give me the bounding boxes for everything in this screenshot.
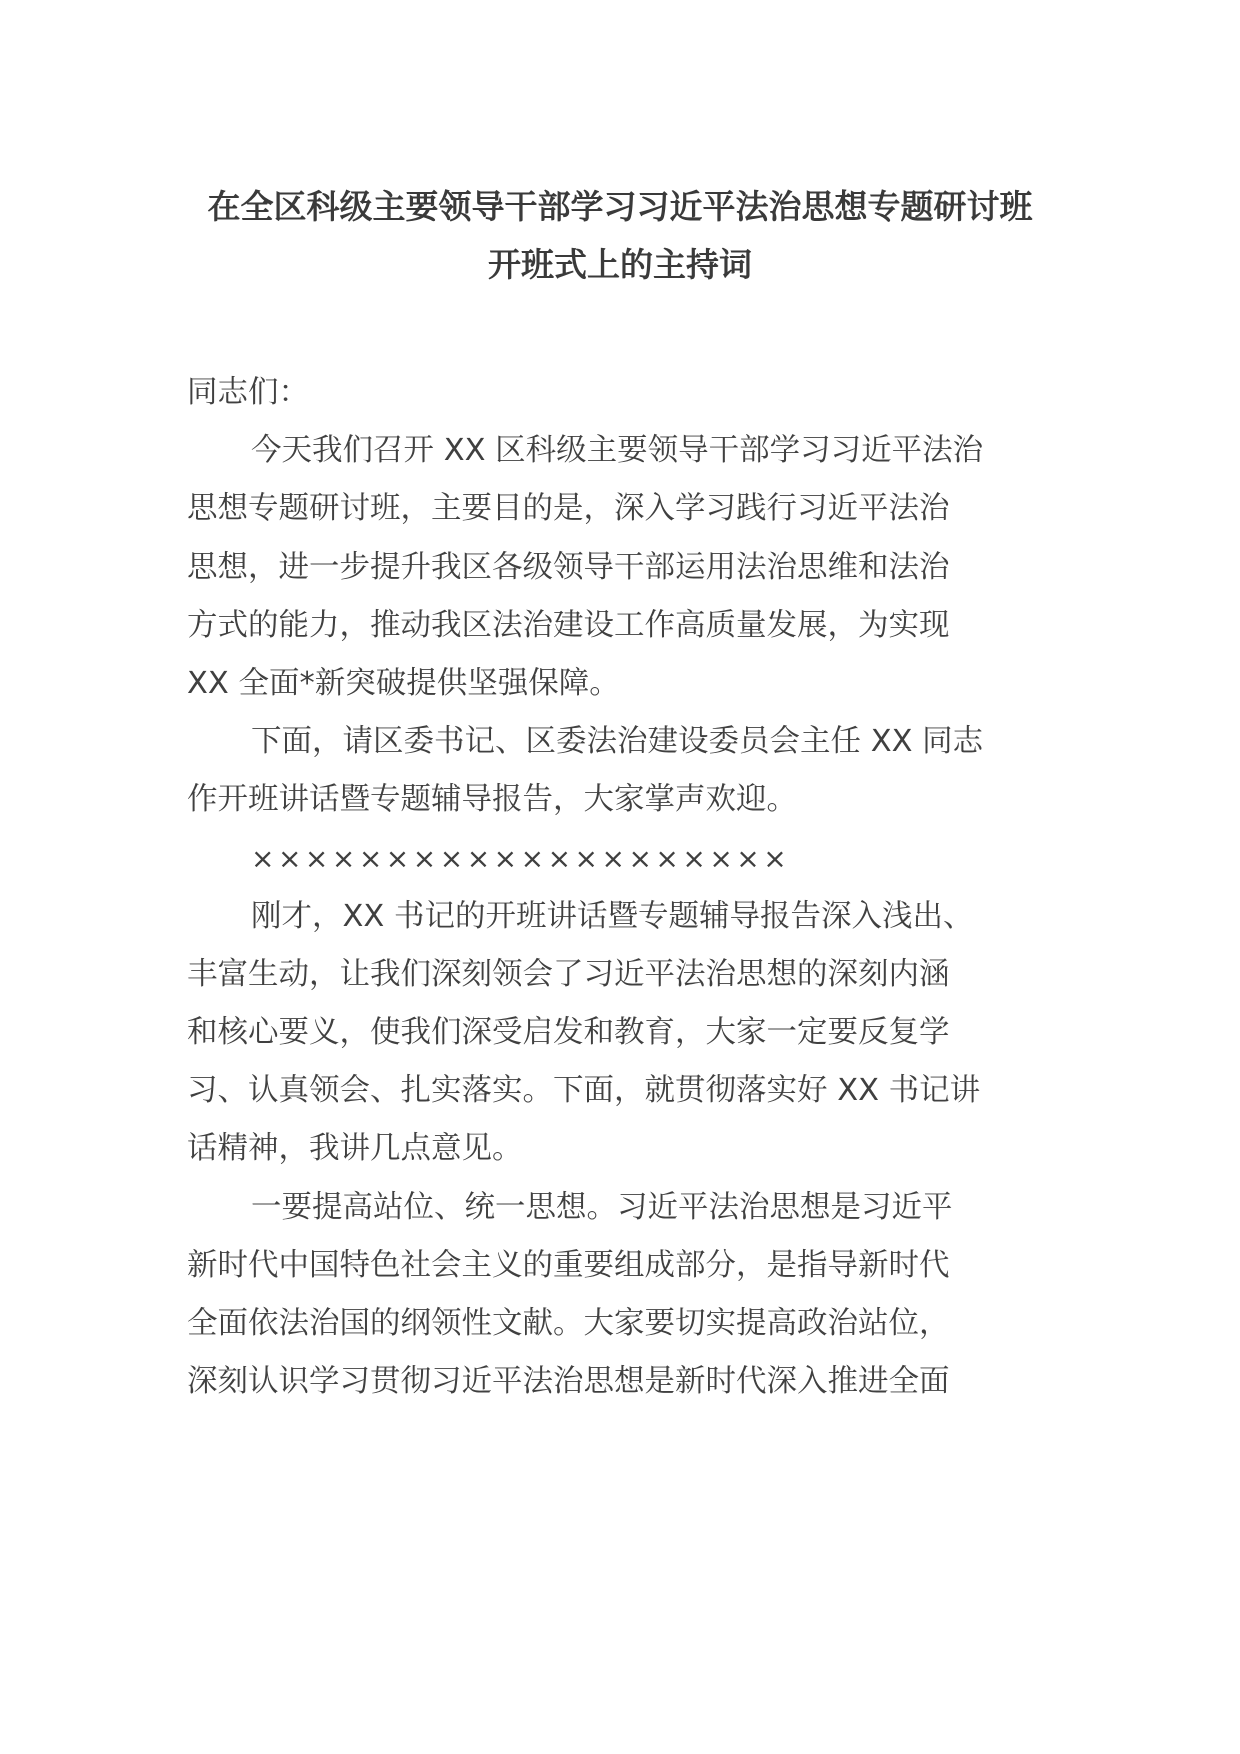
title-line-2: 开班式上的主持词 bbox=[488, 245, 752, 284]
paragraph-introduce-speaker bbox=[187, 713, 1057, 829]
paragraph-line: 方式的能力，推动我区法治建设工作高质量发展，为实现 bbox=[187, 607, 950, 643]
paragraph-line: 思想专题研讨班，主要目的是，深入学习践行习近平法治 bbox=[187, 491, 950, 527]
paragraph-line: XX 全面*新突破提供坚强保障。 bbox=[187, 665, 620, 701]
paragraph-line: 下面，请区委书记、区委法治建设委员会主任 XX 同志 bbox=[251, 724, 984, 760]
paragraph-opening-purpose bbox=[187, 422, 1057, 713]
title-line-1: 在全区科级主要领导干部学习习近平法治思想专题研讨班 bbox=[207, 187, 1033, 226]
paragraph-line: 思想，进一步提升我区各级领导干部运用法治思维和法治 bbox=[187, 549, 950, 585]
salutation: 同志们： bbox=[187, 375, 309, 410]
paragraph-line: 深刻认识学习贯彻习近平法治思想是新时代深入推进全面 bbox=[187, 1364, 950, 1400]
paragraph-line: 作开班讲话暨专题辅导报告，大家掌声欢迎。 bbox=[187, 782, 797, 818]
paragraph-line: 和核心要义，使我们深受启发和教育，大家一定要反复学 bbox=[187, 1015, 950, 1051]
document-body bbox=[187, 364, 1057, 1411]
paragraph-line: 丰富生动，让我们深刻领会了习近平法治思想的深刻内涵 bbox=[187, 956, 950, 992]
document-title bbox=[150, 178, 1090, 294]
paragraph-point-one bbox=[187, 1179, 1057, 1412]
paragraph-line: 话精神，我讲几点意见。 bbox=[187, 1131, 523, 1167]
paragraph-line: 一要提高站位、统一思想。习近平法治思想是习近平 bbox=[251, 1189, 953, 1225]
placeholder-x-line: ×××××××××××××××××××× bbox=[251, 841, 791, 875]
paragraph-line: 今天我们召开 XX 区科级主要领导干部学习习近平法治 bbox=[251, 433, 984, 469]
paragraph-line: 新时代中国特色社会主义的重要组成部分，是指导新时代 bbox=[187, 1247, 950, 1283]
paragraph-line: 全面依法治国的纲领性文献。大家要切实提高政治站位， bbox=[187, 1306, 950, 1341]
paragraph-line: 习、认真领会、扎实落实。下面，就贯彻落实好 XX 书记讲 bbox=[187, 1073, 981, 1109]
paragraph-line: 刚才，XX 书记的开班讲话暨专题辅导报告深入浅出、 bbox=[251, 898, 974, 934]
paragraph-summary bbox=[187, 888, 1057, 1179]
paragraph-placeholder-separator bbox=[187, 830, 1057, 888]
